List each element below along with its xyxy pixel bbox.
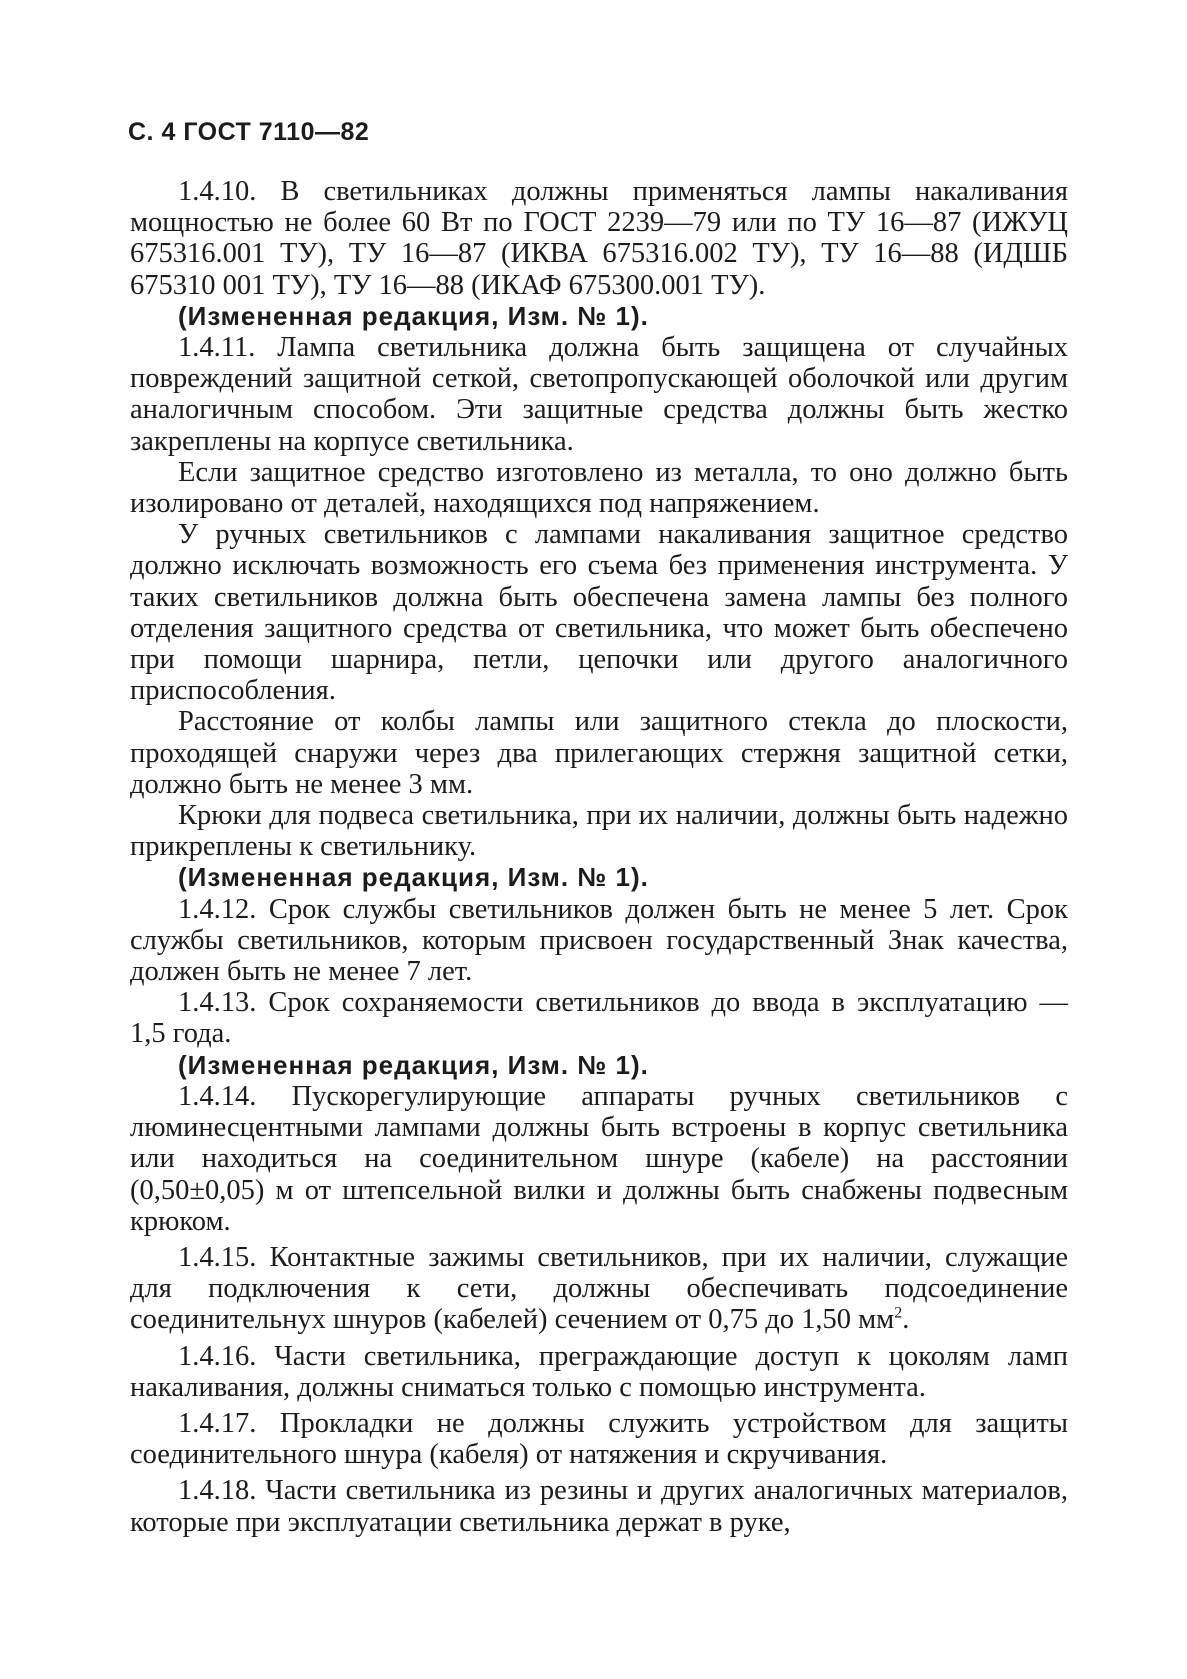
page-header [128, 118, 369, 147]
clause-1-4-11: 1.4.11. Лампа светильника должна быть защищена от случайных повреждений защитной сеткой, светопропускающей оболочкой или другим аналогичным способом. Эти защитные средства должны быть жестко закреплены на корпусе светильника. [130, 332, 1068, 457]
clause-1-4-13: 1.4.13. Срок сохраняемости светильников до ввода в эксплуатацию — 1,5 года. [130, 987, 1068, 1050]
standard-code: ГОСТ 7110—82 [183, 118, 370, 146]
page-number: С. 4 [128, 118, 176, 146]
clause-1-4-10: 1.4.10. В светильниках должны применяться лампы накаливания мощностью не более 60 Вт по ГОСТ 2239—79 или по ТУ 16—87 (ИЖУЦ 675316.001 ТУ), ТУ 16—87 (ИКВА 675316.002 ТУ), ТУ 16—88 (ИДШБ 675310 001 ТУ), ТУ 16—88 (ИКАФ 675300.001 ТУ). [130, 176, 1068, 301]
clause-tail: . [902, 1304, 910, 1336]
clause-1-4-18: 1.4.18. Части светильника из резины и других аналогичных материалов, которые при эксплуатации светильника держат в руке, [130, 1475, 1068, 1538]
document-body [130, 176, 1068, 1538]
clause-text: 1.4.15. Контактные зажимы светильников, при их наличии, служащие для подключения к сети, должны обеспечивать подсоединение соединительнух шнуров (кабелей) сечением от 0,75 до 1,50 мм [130, 1241, 1068, 1336]
paragraph: Расстояние от колбы лампы или защитного стекла до плоскости, проходящей снаружи через два прилегающих стержня защитной сетки, должно быть не менее 3 мм. [130, 706, 1068, 800]
clause-1-4-17: 1.4.17. Прокладки не должны служить устройством для защиты соединительного шнура (кабеля) от натяжения и скручивания. [130, 1407, 1068, 1471]
superscript: 2 [894, 1304, 903, 1322]
clause-1-4-16: 1.4.16. Части светильника, преграждающие доступ к цоколям ламп накаливания, должны сниматься только с помощью инструмента. [130, 1340, 1068, 1403]
paragraph: У ручных светильников с лампами накаливания защитное средство должно исключать возможность его съема без применения инструмента. У таких светильников должна быть обеспечена замена лампы без полного отделения защитного средства от светильника, что может быть обеспечено при помощи шарнира, петли, цепочки или другого аналогичного приспособления. [130, 519, 1068, 707]
amendment-note: (Измененная редакция, Изм. № 1). [178, 862, 649, 893]
amendment-note: (Измененная редакция, Изм. № 1). [178, 1049, 649, 1080]
clause-1-4-12: 1.4.12. Срок службы светильников должен быть не менее 5 лет. Срок службы светильников, которым присвоен государственный Знак качества, должен быть не менее 7 лет. [130, 893, 1068, 988]
clause-1-4-15 [130, 1242, 1068, 1336]
paragraph: Крюки для подвеса светильника, при их наличии, должны быть надежно прикреплены к светильнику. [130, 800, 1068, 863]
paragraph: Если защитное средство изготовлено из металла, то оно должно быть изолировано от деталей, находящихся под напряжением. [130, 456, 1068, 520]
clause-1-4-14: 1.4.14. Пускорегулирующие аппараты ручных светильников с люминесцентными лампами должны быть встроены в корпус светильника или находиться на соединительном шнуре (кабеле) на расстоянии (0,50±0,05) м от штепсельной вилки и должны быть снабжены подвесным крюком. [130, 1080, 1068, 1237]
amendment-note: (Измененная редакция, Изм. № 1). [178, 300, 649, 331]
